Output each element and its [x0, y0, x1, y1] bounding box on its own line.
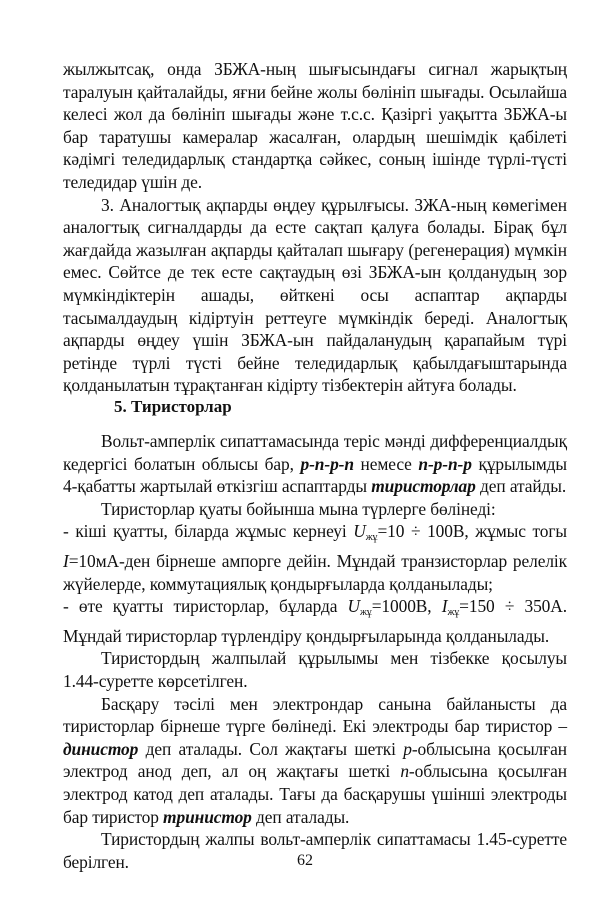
- page-number: 62: [297, 852, 313, 869]
- section-heading-thyristors: 5. Тиристорлар: [114, 397, 232, 416]
- list-item-low-power: - кіші қуатты, біларда жұмыс кернеуі $U_{жұ}=10 \div 100В$, жұмыс тогы I=10мА-ден бірнеше ампорге дейін. Мұндай транзисторлар релелік жүйелерде, коммутациялық қондырғыларда қолданылады;: [63, 521, 568, 594]
- section-text-thyristors: [63, 430, 567, 873]
- paragraph-figure-ref-145: Тиристордың жалпы вольт-амперлік сипаттамасы 1.45-суретте берілген.: [63, 829, 567, 872]
- paragraph-thyristor-definition: Вольт-амперлік сипаттамасында теріс мәнді дифференциалдық кедергісі болатын облысы бар, p-n-p-n немесе n-p-n-p құрылымды 4-қабатты жартылай өткізгіш аспаптарды тиристорлар деп атайды.: [63, 431, 567, 497]
- paragraph-dinistor-trinistor: Басқару тәсілі мен электрондар санына байланысты да тиристорлар бірнеше түрге бөлінеді. Екі электроды бар тиристор – динистор деп аталады. Сол жақтағы шеткі p-облысына қосылған электрод анод деп, ал оң жақтағы шеткі n-облысына қосылған электрод катод деп аталады. Тағы да басқарушы үшінші электроды бар тиристор тринистор деп аталады.: [63, 693, 567, 827]
- list-item-high-power: - өте қуатты тиристорлар, бұларда $U_{жұ}=1000В$, $I_{жұ}=150 \div 350А$. Мұндай тиристорлар түрлендіру қондырғыларында қолданылады.: [63, 596, 567, 646]
- paragraph-power-types: Тиристорлар қуаты бойынша мына түрлерге бөлінеді:: [101, 498, 496, 519]
- paragraph-figure-ref-144: Тиристордың жалпылай құрылымы мен тізбекке қосылуы 1.44-суретте көрсетілген.: [63, 648, 567, 691]
- paragraph-zbzha-output: жылжытсақ, онда ЗБЖА-ның шығысындағы сигнал жарықтың таралуын қайталайды, яғни бейне жолы бөлініп шығады. Осылайша келесі жол да бөлініп шығады және т.с.с. Қазіргі уақытта ЗБЖА-ы бар таратушы камералар жасалған, олардың шешімдік қабілеті кәдімгі теледидарлық стандартқа сәйкес, соның ішінде түрлі-түсті теледидар үшін де.: [63, 59, 567, 192]
- section-text-top: [63, 58, 567, 397]
- paragraph-analog-processing: 3. Аналогтық ақпарды өңдеу құрылғысы. ЗЖА-ның көмегімен аналогтық сигналдарды да есте сақтап қалуға болады. Бірақ бұл жағдайда жазылған ақпарды қайталап шығару (регенерация) мүмкін емес. Сөйтсе де тек есте сақтаудың өзі ЗБЖА-ын қолданудың зор мүмкіндіктерін ашады, өйткені осы аспаптар ақпарды тасымалдаудың кідіртуін реттеуге мүмкіндік береді. Аналогтық ақпарды өңдеу үшін ЗБЖА-ын пайдаланудың қарапайым түрі ретінде түрлі түсті бейне теледидарлық қабылдағыштарында қолданылатын тұрақтанған кідірту тізбектерін айтуға болады.: [63, 194, 567, 396]
